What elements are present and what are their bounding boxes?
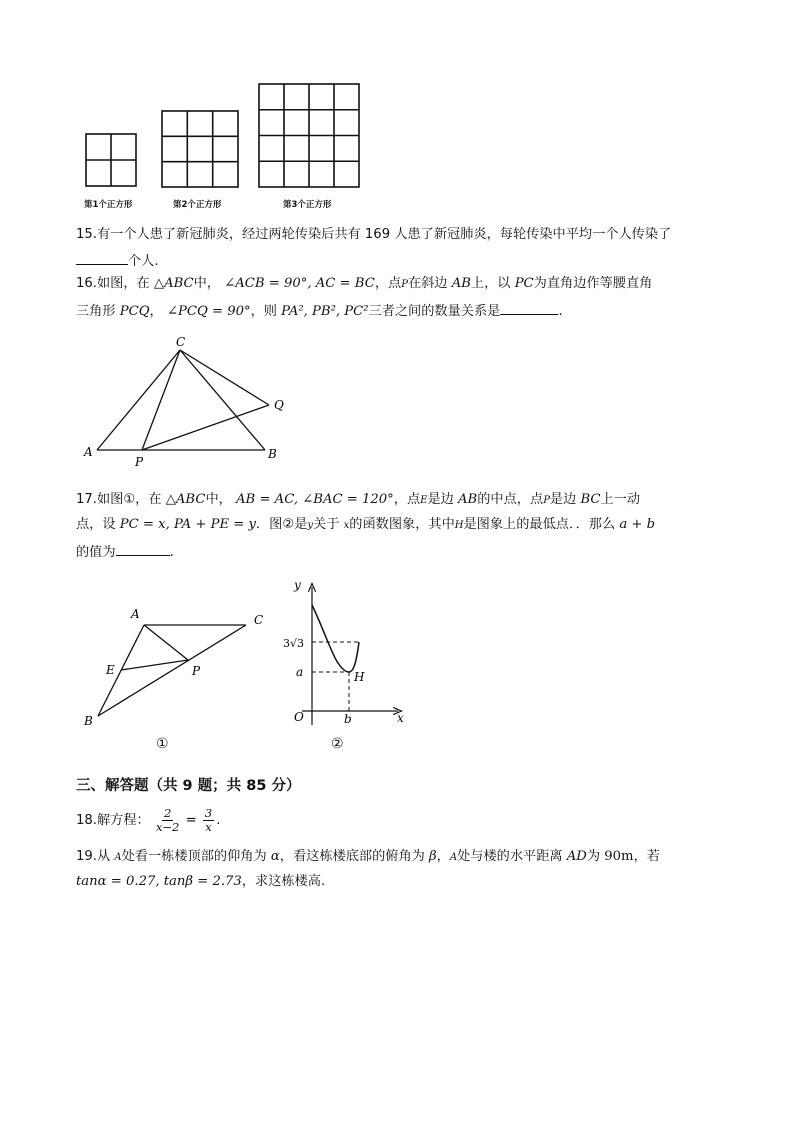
q17-fig2-label-a: a [296, 665, 304, 679]
q17-fig2-label-y: y [294, 578, 301, 592]
q17-t3: ，点 [393, 492, 421, 507]
q17-m1: △ABC [165, 492, 206, 507]
q16-t2: 中， [193, 276, 220, 291]
q17-m11: a + b [619, 517, 656, 532]
q16-t10: 三者之间的数量关系是 [368, 304, 501, 319]
q17-fig2-label-o: O [294, 710, 304, 724]
q16-segment-pc [142, 350, 180, 450]
q16-m7: ∠PCQ = 90° [166, 304, 251, 319]
q19-t1: 19.从 [76, 849, 115, 864]
q17-t9: ．图②是 [256, 517, 308, 532]
q18-end: . [216, 813, 221, 828]
q16-m2: ∠ACB = 90°, AC = BC [224, 276, 375, 291]
q17-segment-ep [121, 660, 188, 670]
q17-m7: PC = x, PA + PE = y [119, 517, 256, 532]
q15-text2: 个人. [128, 254, 159, 269]
q18-lhs-num: 2 [164, 805, 172, 820]
q19-t8: ，求这栋楼高. [241, 874, 326, 889]
q17-fig2-label-h: H [354, 670, 365, 684]
q19-m7: tanα = 0.27, tanβ = 2.73 [76, 874, 242, 889]
square-caption-3: 第3个正方形 [283, 200, 332, 210]
section-3-heading: 三、解答题（共 9 题；共 85 分） [76, 778, 301, 794]
q16-m4: AB [451, 276, 471, 291]
q17-t14: . [169, 545, 174, 560]
q19-t4: ， [436, 849, 450, 864]
q17-t5: 的中点，点 [477, 492, 544, 507]
q18-prefix: 18.解方程： [76, 813, 150, 828]
q17-t13: 的值为 [76, 545, 116, 560]
square-caption-2: 第2个正方形 [173, 200, 222, 210]
q18-lhs-den: x−2 [155, 819, 180, 834]
q17-t10: 关于 [313, 517, 340, 532]
q17-m8: y [307, 520, 314, 531]
q17-t2: 中， [205, 492, 232, 507]
q17-fig1-label-c: C [254, 613, 264, 627]
q16-label-b: B [268, 447, 277, 461]
square-1 [86, 134, 136, 186]
q16-line2 [76, 300, 563, 321]
q17-t7: 上一动 [600, 492, 641, 507]
q17-m5: P [543, 495, 550, 506]
q16-t3: ，点 [374, 276, 402, 291]
q19-line1 [76, 848, 660, 867]
squares-figure [80, 80, 370, 195]
q19-t6: 为 [586, 849, 601, 864]
q16-t7: 三角形 [76, 304, 116, 319]
q16-figure [80, 332, 290, 467]
q19-m1: A [114, 852, 122, 863]
square-2 [162, 111, 238, 187]
q19-t5: 处与楼的水平距离 [457, 849, 563, 864]
q17-line3 [76, 541, 174, 562]
q16-segment-pq [142, 405, 269, 450]
q17-t11: 的函数图象，其中 [349, 517, 455, 532]
square-3 [259, 84, 359, 187]
q17-fig1-label-e: E [106, 663, 115, 677]
q17-function-curve [312, 605, 359, 672]
q16-t9: ，则 [250, 304, 277, 319]
q16-m3: P [401, 279, 408, 290]
q17-t4: 是边 [427, 492, 454, 507]
q19-m4: A [449, 852, 458, 863]
q17-side-bc [98, 625, 246, 716]
q19-t7: ，若 [633, 849, 660, 864]
q17-figure-1 [78, 600, 273, 730]
q16-m1: △ABC [153, 276, 194, 291]
q17-m6: BC [580, 492, 601, 507]
q18-rhs-den: x [205, 819, 212, 834]
q16-t6: 为直角边作等腰直角 [533, 276, 653, 291]
q17-m10: H [454, 520, 464, 531]
q19-m3: β [429, 849, 437, 864]
q18-line [76, 806, 220, 836]
q19-m5: AD [566, 849, 587, 864]
q16-t8: ， [149, 304, 163, 319]
q17-fig2-label-b: b [344, 712, 352, 726]
q18-lhs-fraction [156, 807, 179, 834]
q16-label-q: Q [274, 398, 284, 412]
q17-t6: 是边 [549, 492, 577, 507]
q16-m6: PCQ [119, 304, 150, 319]
q16-answer-blank[interactable] [500, 300, 558, 315]
q15-line2 [76, 250, 159, 271]
q19-m6: 90m [604, 849, 634, 864]
q17-fig1-label-p: P [192, 664, 201, 678]
q17-fig1-label-a: A [131, 607, 140, 621]
q17-line2 [76, 516, 655, 535]
q15-text1: 15.有一个人患了新冠肺炎，经过两轮传染后共有 169 人患了新冠肺炎，每轮传染中平均一个人传染了 [76, 227, 672, 242]
q16-side-bc [180, 350, 265, 450]
q17-figure-2 [280, 575, 415, 730]
q17-line1 [76, 491, 640, 510]
q17-t1: 17.如图①，在 [76, 492, 162, 507]
q17-segment-ap [144, 625, 188, 660]
q19-t3: ，看这栋楼底部的俯角为 [279, 849, 425, 864]
q18-rhs-fraction [203, 807, 214, 834]
q17-t12: 是图象上的最低点．．那么 [463, 517, 616, 532]
q16-label-a: A [84, 445, 93, 459]
q17-caption-2: ② [331, 736, 344, 752]
q17-answer-blank[interactable] [116, 541, 170, 556]
q17-t8: 点，设 [76, 517, 116, 532]
q16-t4: 在斜边 [407, 276, 448, 291]
q19-m2: α [270, 849, 280, 864]
q16-line1 [76, 275, 652, 294]
q16-segment-cq [180, 350, 269, 405]
q15-answer-blank[interactable] [76, 250, 128, 265]
q16-t5: 上，以 [470, 276, 511, 291]
q16-m5: PC [514, 276, 534, 291]
q17-fig2-label-x: x [397, 711, 404, 725]
q17-m2: AB = AC, ∠BAC = 120° [236, 492, 394, 507]
q17-m4: AB [458, 492, 478, 507]
q16-side-ac [97, 350, 180, 450]
q16-label-c: C [176, 335, 186, 349]
q16-t1: 16.如图，在 [76, 276, 154, 291]
q19-line2 [76, 873, 325, 891]
q16-label-p: P [135, 455, 144, 467]
q16-t11: . [558, 304, 563, 319]
q17-fig1-label-b: B [84, 714, 93, 728]
q17-fig2-label-val: 3√3 [283, 637, 305, 650]
square-caption-1: 第1个正方形 [84, 200, 133, 210]
q18-equals: = [185, 813, 197, 828]
q15-line1 [76, 226, 671, 244]
q16-m8: PA², PB², PC² [281, 304, 369, 319]
q17-m9: x [343, 520, 350, 531]
q17-caption-1: ① [156, 736, 169, 752]
q17-m3: E [420, 495, 428, 506]
q19-t2: 处看一栋楼顶部的仰角为 [121, 849, 267, 864]
q18-rhs-num: 3 [204, 805, 213, 820]
